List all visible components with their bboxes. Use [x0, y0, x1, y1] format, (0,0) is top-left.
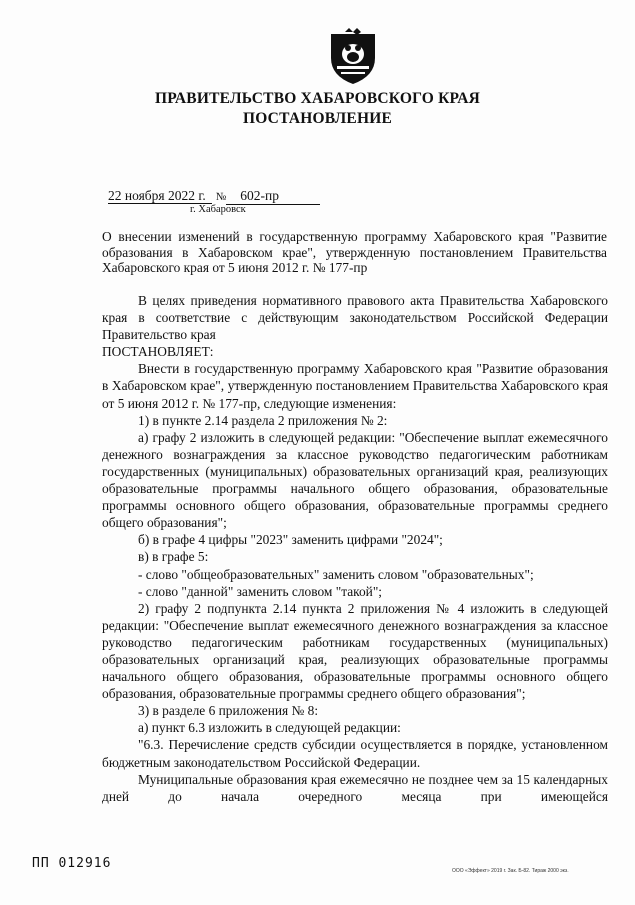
- document-date: 22 ноября 2022 г.: [108, 188, 212, 204]
- printer-imprint: ООО «Эффект» 2019 г. Зак. Б-82. Тираж 2000 экз.: [452, 868, 569, 874]
- body-paragraph: - слово "общеобразовательных" заменить словом "образовательных";: [138, 566, 534, 582]
- body-paragraph: 1) в пункте 2.14 раздела 2 приложения № 2:: [138, 412, 388, 428]
- body-paragraph: - слово "данной" заменить словом "такой";: [138, 583, 383, 599]
- coat-of-arms-icon: [327, 28, 379, 86]
- body-paragraph: 2) графу 2 подпункта 2.14 пункта 2 приложения № 4 изложить в следующей редакции: "Обеспечение выплат ежемесячного денежного вознаграждения за классное руководство педагогическим работникам государственных (муниципальных) образовательных организаций края, реализующих образовательные программы начального общего образования, образовательные программы основного общего образования, образовательные программы среднего общего образования";: [102, 600, 608, 702]
- number-sign: №: [215, 191, 227, 203]
- document-date-number: [108, 188, 320, 205]
- body-paragraph: б) в графе 4 цифры "2023" заменить цифрами "2024";: [138, 532, 443, 548]
- document-body: [102, 292, 608, 805]
- document-number: 602-пр: [226, 188, 320, 205]
- body-paragraph: а) пункт 6.3 изложить в следующей редакции:: [138, 720, 401, 736]
- document-type: ПОСТАНОВЛЕНИЕ: [242, 110, 393, 127]
- document-title: О внесении изменений в государственную программу Хабаровского края "Развитие образования в Хабаровском крае", утвержденную постановлением Правительства Хабаровского края от 5 июня 2012 г. № 177-пр: [102, 229, 607, 275]
- body-paragraph: 3) в разделе 6 приложения № 8:: [138, 703, 319, 719]
- decree-word: ПОСТАНОВЛЯЕТ:: [102, 344, 214, 360]
- body-paragraph: Муниципальные образования края ежемесячно не позднее чем за 15 календарных дней до начала очередного месяца при имеющейся: [102, 771, 608, 804]
- government-name: ПРАВИТЕЛЬСТВО ХАБАРОВСКОГО КРАЯ: [154, 90, 481, 107]
- body-paragraph: в) в графе 5:: [138, 549, 209, 565]
- body-paragraph: а) графу 2 изложить в следующей редакции: "Обеспечение выплат ежемесячного денежного вознаграждения за классное руководство педагогическим работникам государственных (муниципальных) образовательных организаций края, реализующих образовательные программы начального общего образования, образовательные программы основного общего образования, образовательные программы среднего общего образования";: [102, 429, 608, 531]
- city-name: г. Хабаровск: [190, 204, 246, 215]
- intro-paragraph: В целях приведения нормативного правового акта Правительства Хабаровского края в соответствие с действующим законодательством Российской Федерации Правительство края: [102, 293, 608, 343]
- form-code: ПП 012916: [32, 856, 112, 871]
- body-paragraph: "6.3. Перечисление средств субсидии осуществляется в порядке, установленном бюджетным законодательством Российской Федерации.: [102, 737, 608, 770]
- body-paragraph: Внести в государственную программу Хабаровского края "Развитие образования в Хабаровском крае", утвержденную постановлением Правительства Хабаровского края от 5 июня 2012 г. № 177-пр, следующие изменения:: [102, 361, 608, 411]
